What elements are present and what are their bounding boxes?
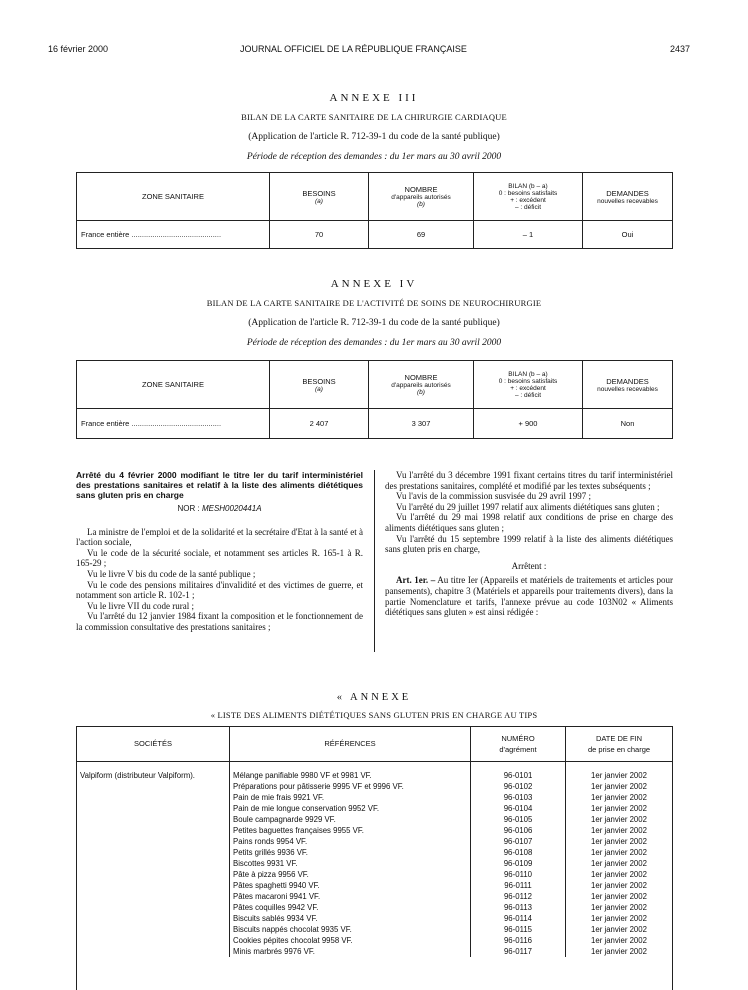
cell-societe xyxy=(77,935,230,946)
cell-numero: 96-0102 xyxy=(471,781,566,792)
cell-numero: 96-0103 xyxy=(471,792,566,803)
visa-paragraph: Vu le livre VII du code rural ; xyxy=(87,600,195,611)
annexe4-title: ANNEXE IV xyxy=(330,278,418,290)
table-row xyxy=(77,847,672,858)
cell-date-fin: 1er janvier 2002 xyxy=(566,891,673,902)
row-zone: France entière ........................................... xyxy=(77,221,270,249)
table-row xyxy=(77,869,672,880)
annexe4-application: (Application de l'article R. 712-39-1 du code de la santé publique) xyxy=(248,318,500,328)
cell-date-fin: 1er janvier 2002 xyxy=(566,913,673,924)
cell-societe xyxy=(77,902,230,913)
cell-societe xyxy=(77,803,230,814)
cell-numero: 96-0115 xyxy=(471,924,566,935)
cell-numero: 96-0107 xyxy=(471,836,566,847)
cell-numero: 96-0111 xyxy=(471,880,566,891)
cell-reference: Pain de mie longue conservation 9952 VF. xyxy=(230,803,471,814)
cell-societe xyxy=(77,847,230,858)
header-nombre: NOMBRE d'appareils autorisés (b) xyxy=(369,173,474,221)
arretent: Arrêtent : xyxy=(511,560,547,571)
cell-societe xyxy=(77,792,230,803)
cell-reference: Pains ronds 9954 VF. xyxy=(230,836,471,847)
cell-numero: 96-0114 xyxy=(471,913,566,924)
cell-societe xyxy=(77,836,230,847)
cell-societe xyxy=(77,880,230,891)
row-besoins: 2 407 xyxy=(270,409,369,439)
annexe-liste-subtitle: « LISTE DES ALIMENTS DIÉTÉTIQUES SANS GLUTEN PRIS EN CHARGE AU TIPS xyxy=(210,710,538,720)
visa-paragraph: La ministre de l'emploi et de la solidarité et la secrétaire d'Etat à la santé et à l'action sociale, xyxy=(76,526,363,548)
annexe3-period: Période de réception des demandes : du 1er mars au 30 avril 2000 xyxy=(246,152,502,162)
table-row xyxy=(77,825,672,836)
nor-line: NOR : MESH0020441A xyxy=(177,504,262,513)
annexe4-table xyxy=(76,360,673,439)
row-bilan: – 1 xyxy=(474,221,583,249)
header-date-fin: DATE DE FIN de prise en charge xyxy=(566,727,673,761)
cell-numero: 96-0110 xyxy=(471,869,566,880)
table-row xyxy=(77,792,672,803)
cell-reference: Biscuits sablés 9934 VF. xyxy=(230,913,471,924)
cell-reference: Pâtes macaroni 9941 VF. xyxy=(230,891,471,902)
table-row xyxy=(77,880,672,891)
cell-reference: Boule campagnarde 9929 VF. xyxy=(230,814,471,825)
header-besoins: BESOINS (a) xyxy=(270,173,369,221)
page-number: 2437 xyxy=(670,44,691,54)
cell-date-fin: 1er janvier 2002 xyxy=(566,902,673,913)
arrete-title: Arrêté du 4 février 2000 modifiant le titre Ier du tarif interministériel des prestations sanitaires et relatif à la liste des aliments diététiques sans gluten pris en charge xyxy=(76,470,363,500)
cell-date-fin: 1er janvier 2002 xyxy=(566,946,673,957)
cell-reference: Préparations pour pâtisserie 9995 VF et 9996 VF. xyxy=(230,781,471,792)
cell-reference: Minis marbrés 9976 VF. xyxy=(230,946,471,957)
table-row xyxy=(77,935,672,946)
annexe3-application: (Application de l'article R. 712-39-1 du code de la santé publique) xyxy=(248,132,500,142)
cell-reference: Cookies pépites chocolat 9958 VF. xyxy=(230,935,471,946)
header-demandes: DEMANDES nouvelles recevables xyxy=(583,173,673,221)
cell-numero: 96-0101 xyxy=(471,761,566,781)
visa-paragraph: Vu l'arrêté du 15 septembre 1999 relatif à la liste des aliments diététiques sans gluten pris en charge, xyxy=(385,533,673,555)
cell-reference: Pain de mie frais 9921 VF. xyxy=(230,792,471,803)
row-demandes: Non xyxy=(583,409,673,439)
visa-paragraph: Vu l'arrêté du 3 décembre 1991 fixant certains titres du tarif interministériel des prestations sanitaires, complété et modifié par les textes subséquents ; xyxy=(385,470,673,491)
visa-paragraph: Vu l'avis de la commission susvisée du 29 avril 1997 ; xyxy=(396,491,592,502)
visa-paragraph: Vu le livre V bis du code de la santé publique ; xyxy=(87,568,256,579)
table-row xyxy=(77,803,672,814)
cell-date-fin: 1er janvier 2002 xyxy=(566,847,673,858)
cell-societe xyxy=(77,913,230,924)
header-societes: SOCIÉTÉS xyxy=(77,727,230,761)
cell-numero: 96-0113 xyxy=(471,902,566,913)
table-row xyxy=(77,913,672,924)
table-row xyxy=(77,891,672,902)
cell-date-fin: 1er janvier 2002 xyxy=(566,935,673,946)
header-date: 16 février 2000 xyxy=(48,44,109,54)
row-demandes: Oui xyxy=(583,221,673,249)
cell-societe xyxy=(77,825,230,836)
cell-societe xyxy=(77,946,230,957)
journal-title: JOURNAL OFFICIEL DE LA RÉPUBLIQUE FRANÇAISE xyxy=(240,44,467,54)
arrete-left-column xyxy=(76,470,363,633)
row-besoins: 70 xyxy=(270,221,369,249)
cell-societe: Valpiform (distributeur Valpiform). xyxy=(80,770,195,780)
row-nombre: 69 xyxy=(369,221,474,249)
cell-numero: 96-0109 xyxy=(471,858,566,869)
cell-reference: Pâte à pizza 9956 VF. xyxy=(230,869,471,880)
annexe4-period: Période de réception des demandes : du 1er mars au 30 avril 2000 xyxy=(246,338,502,348)
cell-societe xyxy=(77,891,230,902)
visa-paragraph: Vu le code de la sécurité sociale, et notamment ses articles R. 165-1 à R. 165-29 ; xyxy=(76,547,363,569)
cell-societe xyxy=(77,869,230,880)
annexe3-table xyxy=(76,172,673,249)
header-references: RÉFÉRENCES xyxy=(230,727,471,761)
cell-numero: 96-0116 xyxy=(471,935,566,946)
cell-reference: Pâtes spaghetti 9940 VF. xyxy=(230,880,471,891)
annexe3-subtitle: BILAN DE LA CARTE SANITAIRE DE LA CHIRURGIE CARDIAQUE xyxy=(241,112,507,122)
cell-numero: 96-0104 xyxy=(471,803,566,814)
aliments-table-frame xyxy=(76,726,673,990)
visa-paragraph: Vu l'arrêté du 29 juillet 1997 relatif aux aliments diététiques sans gluten ; xyxy=(396,501,660,512)
table-row xyxy=(77,946,672,957)
row-bilan: + 900 xyxy=(474,409,583,439)
cell-numero: 96-0105 xyxy=(471,814,566,825)
visa-paragraph: Vu l'arrêté du 29 mai 1998 relatif aux conditions de prise en charge des aliments diététiques sans gluten ; xyxy=(385,512,673,533)
table-row xyxy=(77,858,672,869)
cell-reference: Pâtes coquilles 9942 VF. xyxy=(230,902,471,913)
cell-date-fin: 1er janvier 2002 xyxy=(566,869,673,880)
visa-paragraph: Vu l'arrêté du 12 janvier 1984 fixant la composition et le fonctionnement de la commission consultative des prestations sanitaires ; xyxy=(76,611,363,632)
cell-date-fin: 1er janvier 2002 xyxy=(566,825,673,836)
cell-societe xyxy=(77,924,230,935)
cell-reference: Biscuits nappés chocolat 9935 VF. xyxy=(230,924,471,935)
cell-reference: Mélange panifiable 9980 VF et 9981 VF. xyxy=(230,761,471,781)
header-nombre: NOMBRE d'appareils autorisés (b) xyxy=(369,361,474,409)
header-demandes: DEMANDES nouvelles recevables xyxy=(583,361,673,409)
cell-date-fin: 1er janvier 2002 xyxy=(566,781,673,792)
cell-date-fin: 1er janvier 2002 xyxy=(566,792,673,803)
cell-date-fin: 1er janvier 2002 xyxy=(566,803,673,814)
aliments-table xyxy=(77,727,672,957)
cell-reference: Petites baguettes françaises 9955 VF. xyxy=(230,825,471,836)
cell-date-fin: 1er janvier 2002 xyxy=(566,858,673,869)
table-row xyxy=(77,836,672,847)
article-1: Art. 1er. – Au titre Ier (Appareils et matériels de traitements et articles pour pansements), chapitre 3 (Matériels et appareils pour traitements divers), dans la partie Nomenclature et tarifs, l'annexe prévue au code 103N02 « Aliments diététiques sans gluten » est ainsi rédigée : xyxy=(385,575,674,618)
row-zone: France entière ........................................... xyxy=(77,409,270,439)
visa-paragraph: Vu le code des pensions militaires d'invalidité et des victimes de guerre, et notamment son article R. 102-1 ; xyxy=(76,579,363,601)
cell-date-fin: 1er janvier 2002 xyxy=(566,924,673,935)
cell-numero: 96-0117 xyxy=(471,946,566,957)
cell-date-fin: 1er janvier 2002 xyxy=(566,836,673,847)
table-row xyxy=(77,761,672,781)
row-nombre: 3 307 xyxy=(369,409,474,439)
cell-societe xyxy=(77,781,230,792)
header-zone: ZONE SANITAIRE xyxy=(77,173,270,221)
cell-numero: 96-0106 xyxy=(471,825,566,836)
cell-numero: 96-0108 xyxy=(471,847,566,858)
cell-date-fin: 1er janvier 2002 xyxy=(566,814,673,825)
cell-date-fin: 1er janvier 2002 xyxy=(566,761,673,781)
table-row xyxy=(77,924,672,935)
annexe3-title: ANNEXE III xyxy=(329,92,419,104)
header-numero: NUMÉRO d'agrément xyxy=(471,727,566,761)
table-row xyxy=(77,814,672,825)
annexe-liste-title: « ANNEXE xyxy=(336,692,412,703)
cell-numero: 96-0112 xyxy=(471,891,566,902)
header-bilan: BILAN (b – a) 0 : besoins satisfaits + : excédent – : déficit xyxy=(474,361,583,409)
header-besoins: BESOINS (a) xyxy=(270,361,369,409)
arrete-right-column xyxy=(385,470,673,618)
header-zone: ZONE SANITAIRE xyxy=(77,361,270,409)
cell-reference: Biscottes 9931 VF. xyxy=(230,858,471,869)
cell-societe xyxy=(77,814,230,825)
column-divider xyxy=(374,470,375,652)
table-row xyxy=(77,902,672,913)
table-row xyxy=(77,781,672,792)
annexe4-subtitle: BILAN DE LA CARTE SANITAIRE DE L'ACTIVITÉ DE SOINS DE NEUROCHIRURGIE xyxy=(206,298,542,308)
cell-reference: Petits grillés 9936 VF. xyxy=(230,847,471,858)
cell-societe xyxy=(77,858,230,869)
header-bilan: BILAN (b – a) 0 : besoins satisfaits + : excédent – : déficit xyxy=(474,173,583,221)
cell-date-fin: 1er janvier 2002 xyxy=(566,880,673,891)
